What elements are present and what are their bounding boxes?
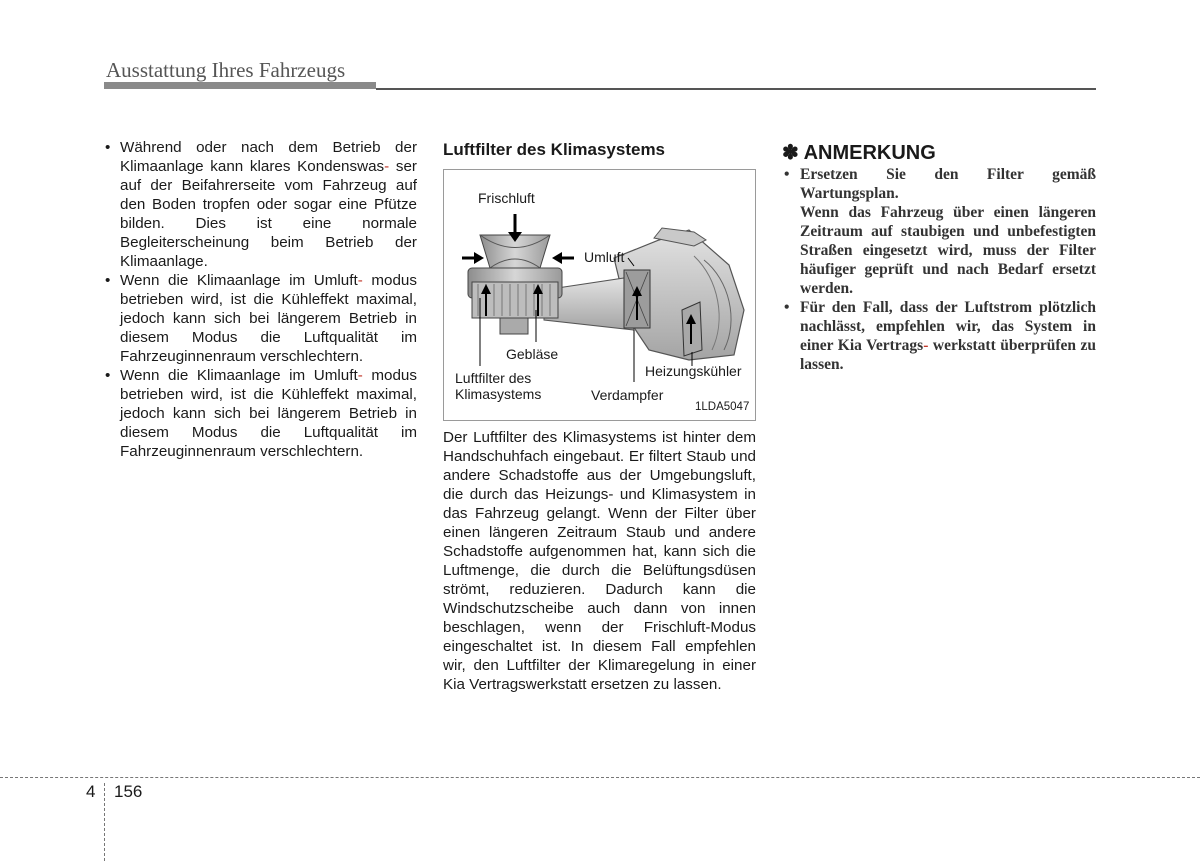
footer-vertical-rule: [104, 783, 105, 861]
page-number: 156: [114, 782, 143, 801]
note-text-part: Für den Fall, dass der Luftstrom plötzlich nachlässt, empfehlen wir, das System in einer Kia Vertrags: [800, 299, 1096, 354]
hyphen-mark: -: [357, 272, 363, 289]
bullet-recirculation-1: [104, 271, 417, 366]
label-air-filter: [455, 370, 541, 402]
note-column: [782, 165, 1096, 374]
label-evaporator: Verdampfer: [591, 387, 664, 403]
bullet-text-part: Während oder nach dem Betrieb der Klimaanlage kann klares Kondenswas: [120, 139, 417, 175]
bullet-text-part: ser auf der Beifahrerseite vom Fahrzeug auf den Boden tropfen oder sogar eine Pfütze bilden. Dies ist eine normale Begleiterscheinung beim Betrieb der Klimaanlage.: [120, 158, 417, 270]
bullet-text-part: Wenn die Klimaanlage im Umluft: [120, 367, 358, 384]
header-rule-thin: [376, 88, 1096, 90]
bullet-text-part: modus betrieben wird, ist die Kühleffekt maximal, jedoch kann sich bei längerem Betrieb in diesem Modus die Luftqualität im Fahrzeuginnenraum verschlechtern.: [120, 272, 417, 365]
page-header-title: Ausstattung Ihres Fahrzeugs: [106, 58, 346, 82]
note-item-airflow: [782, 298, 1096, 374]
hyphen-mark: -: [384, 158, 390, 175]
hyphen-mark: -: [357, 367, 363, 384]
air-filter-body-text: Der Luftfilter des Klimasystems ist hinter dem Handschuhfach eingebaut. Er filtert Staub und andere Schadstoffe aus der Umgebungsluft, die durch das Heizungs- und Klimasystem in das Fahrzeug gelangt. Wenn der Filter über einen längeren Zeitraum Staub und andere Schadstoffe aufgenommen hat, kann sich die Luftmenge, die durch die Belüftungsdüsen strömt, reduzieren. Dadurch kann die Windschutzscheibe auch dann von innen beschlagen, wenn der Frischluft-Modus eingeschaltet ist. In diesem Fall empfehlen wir, den Luftfilter der Klimaregelung in einer Kia Vertragswerkstatt ersetzen zu lassen.: [443, 429, 756, 693]
note-text: • Ersetzen Sie den Filter gemäß Wartungsplan.: [800, 166, 1096, 202]
note-text: Wenn das Fahrzeug über einen längeren Zeitraum auf staubigen und unbefestigten Straßen eingesetzt wird, muss der Filter häufiger geprüft und nach Bedarf ersetzt werden.: [800, 204, 1096, 297]
figure-code: 1LDA5047: [695, 401, 750, 413]
note-item-replace-filter: [782, 165, 1096, 298]
air-filter-diagram: [443, 169, 756, 421]
bullet-text-part: Wenn die Klimaanlage im Umluft: [120, 272, 358, 289]
bullet-condensate: [104, 138, 417, 271]
footer-dashed-rule: [0, 777, 1200, 778]
label-fresh-air: Frischluft: [478, 190, 535, 206]
section-number: 4: [86, 782, 96, 801]
label-air-filter-line: Klimasystems: [455, 386, 542, 402]
label-recirculation: Umluft: [584, 249, 625, 265]
column-1: [104, 138, 417, 461]
note-heading: ✽ ANMERKUNG: [782, 142, 936, 164]
label-heater-core: Heizungskühler: [645, 363, 742, 379]
label-blower: Gebläse: [506, 346, 559, 362]
section-heading-air-filter: Luftfilter des Klimasystems: [443, 140, 666, 159]
hyphen-mark: -: [923, 337, 929, 354]
note-text-part: werkstatt überprüfen zu lassen.: [800, 337, 1097, 373]
blower-motor: [500, 318, 528, 334]
bullet-recirculation-2: [104, 366, 417, 461]
bullet-text-part: modus betrieben wird, ist die Kühleffekt maximal, jedoch kann sich bei längerem Betrieb in diesem Modus die Luftqualität im Fahrzeuginnenraum verschlechtern.: [120, 367, 417, 460]
label-air-filter-line: Luftfilter des: [455, 370, 532, 386]
header-rule-thick: [104, 82, 376, 89]
